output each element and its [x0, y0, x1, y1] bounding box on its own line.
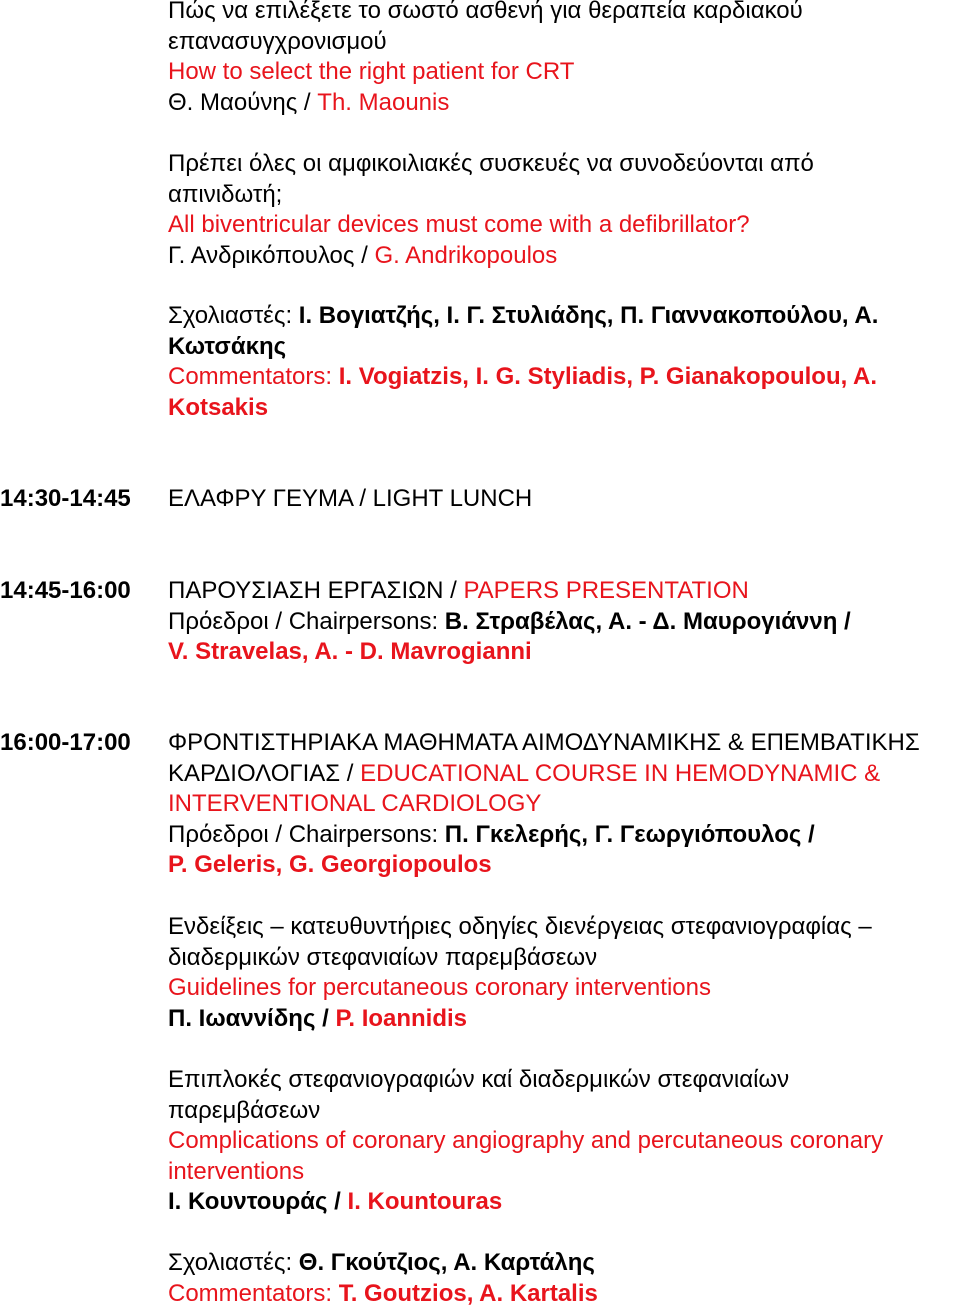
talk-speaker	[168, 241, 958, 272]
talk-pci-guidelines	[168, 912, 958, 1034]
session-title	[168, 576, 958, 607]
talk-title-greek: Επιπλοκές στεφανιογραφιών καί διαδερμικών στεφανιαίων παρεμβάσεων	[168, 1066, 790, 1124]
talk-title-english: All biventricular devices must come with a defibrillator?	[168, 211, 750, 238]
commentators-label-english: Commentators:	[168, 363, 339, 390]
speaker-greek: Θ. Μαούνης	[168, 88, 298, 116]
session-title: ΕΛΑΦΡΥ ΓΕΥΜΑ / LIGHT LUNCH	[168, 485, 533, 512]
commentators-names-greek: Θ. Γκούτζιος, Α. Καρτάλης	[298, 1249, 595, 1276]
speaker-greek: Ι. Κουντουράς	[168, 1188, 328, 1215]
speaker-greek: Π. Ιωαννίδης	[168, 1004, 316, 1032]
title-separator: /	[340, 759, 361, 787]
commentators-greek	[168, 1248, 958, 1279]
commentators-block-1	[168, 301, 958, 423]
chairs-names-greek: Π. Γκελερής, Γ. Γεωργιόπουλος /	[444, 820, 815, 848]
commentators-block-2	[168, 1248, 958, 1309]
commentators-greek	[168, 301, 958, 362]
talk-biventricular-defibrillator	[168, 149, 958, 271]
commentators-label-greek: Σχολιαστές:	[168, 302, 299, 329]
talk-title-english: Complications of coronary angiography and percutaneous coronary interventions	[168, 1127, 884, 1185]
chairs-label: Πρόεδροι / Chairpersons:	[168, 820, 445, 848]
speaker-english: Th. Maounis	[317, 88, 450, 116]
speaker-greek: Γ. Ανδρικόπουλος	[168, 241, 355, 269]
session-chairs-greek	[168, 607, 958, 638]
talk-speaker	[168, 1004, 958, 1035]
speaker-separator: /	[315, 1004, 336, 1032]
talk-crt-patient-selection	[168, 0, 958, 118]
speaker-separator: /	[354, 241, 375, 269]
commentators-names-english: I. Vogiatzis, I. G. Styliadis, P. Gianakopoulou, A. Kotsakis	[168, 363, 878, 421]
commentators-label-english: Commentators:	[168, 1279, 339, 1307]
speaker-separator: /	[327, 1188, 348, 1215]
session-title-english: EDUCATIONAL COURSE IN HEMODYNAMIC & INTERVENTIONAL CARDIOLOGY	[168, 759, 881, 817]
chairs-names-greek: Β. Στραβέλας, Α. - Δ. Μαυρογιάννη /	[444, 607, 851, 635]
session-time: 14:45-16:00	[0, 577, 131, 604]
session-title-greek: ΦΡΟΝΤΙΣΤΗΡΙΑΚΑ ΜΑΘΗΜΑΤΑ ΑΙΜΟΔΥΝΑΜΙΚΗΣ & ΕΠΕΜΒΑΤΙΚΗΣ ΚΑΡΔΙΟΛΟΓΙΑΣ	[168, 729, 920, 787]
commentators-names-greek: Ι. Βογιατζής, Ι. Γ. Στυλιάδης, Π. Γιαννακοπούλου, Α. Κωτσάκης	[168, 302, 879, 360]
talk-title-english: Guidelines for percutaneous coronary interventions	[168, 974, 711, 1001]
talk-title-english: How to select the right patient for CRT	[168, 58, 575, 85]
session-body	[168, 576, 958, 668]
talk-title-greek: Πρέπει όλες οι αμφικοιλιακές συσκευές να συνοδεύονται από απινιδωτή;	[168, 150, 814, 208]
commentators-english	[168, 1279, 958, 1310]
session-title-english: PAPERS PRESENTATION	[463, 577, 749, 604]
talk-speaker	[168, 1187, 958, 1218]
commentators-label-greek: Σχολιαστές:	[168, 1249, 299, 1276]
title-separator: /	[443, 577, 464, 604]
commentators-english	[168, 362, 958, 423]
talk-speaker	[168, 88, 958, 119]
speaker-english: G. Andrikopoulos	[374, 241, 558, 269]
session-body	[168, 728, 958, 881]
chairs-names-english: P. Geleris, G. Georgiopoulos	[168, 851, 492, 878]
session-chairs-english-row	[168, 850, 958, 881]
session-chairs-english-row	[168, 637, 958, 668]
talk-title-greek: Πώς να επιλέξετε το σωστό ασθενή για θεραπεία καρδιακού επανασυγχρονισμού	[168, 0, 803, 55]
session-title-greek: ΠΑΡΟΥΣΙΑΣΗ ΕΡΓΑΣΙΩΝ	[168, 577, 444, 604]
speaker-separator: /	[297, 88, 318, 116]
chairs-names-english: V. Stravelas, A. - D. Mavrogianni	[168, 638, 532, 665]
commentators-names-english: T. Goutzios, A. Kartalis	[338, 1279, 598, 1307]
talk-angiography-complications	[168, 1065, 958, 1218]
chairs-label: Πρόεδροι / Chairpersons:	[168, 607, 445, 635]
session-time: 16:00-17:00	[0, 729, 131, 756]
session-body	[168, 484, 958, 515]
speaker-english: P. Ioannidis	[335, 1004, 468, 1032]
session-title	[168, 728, 958, 820]
speaker-english: I. Kountouras	[347, 1188, 503, 1215]
talk-title-greek: Ενδείξεις – κατευθυντήριες οδηγίες διενέργειας στεφανιογραφίας – διαδερμικών στεφανιαίων παρεμβάσεων	[168, 913, 872, 971]
session-chairs-greek	[168, 820, 958, 851]
session-time: 14:30-14:45	[0, 485, 131, 512]
